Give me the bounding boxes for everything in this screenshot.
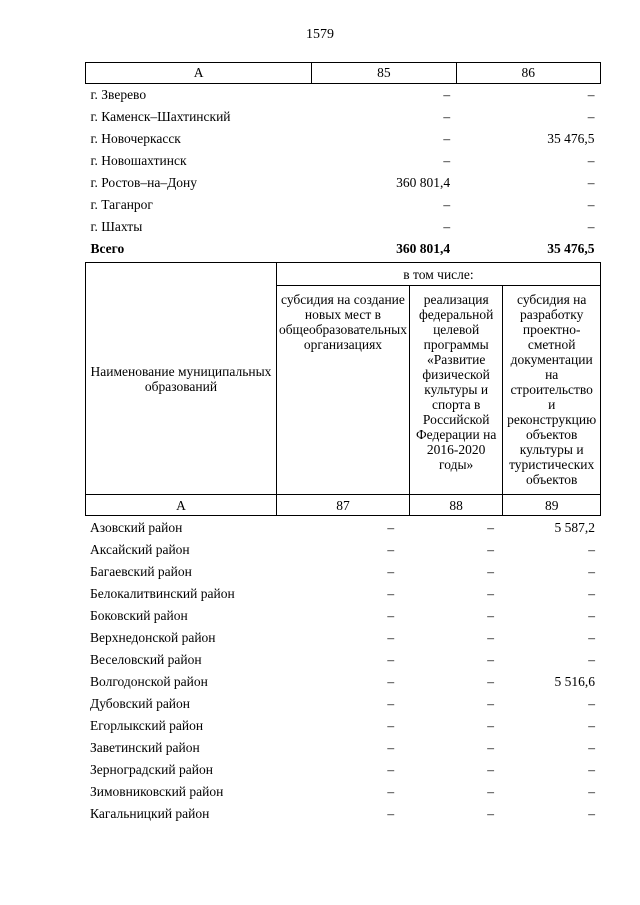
value-85: 360 801,4 <box>396 175 451 190</box>
value-87: – <box>387 784 395 799</box>
row-name: Верхнедонской район <box>90 630 216 645</box>
value-89: 5 587,2 <box>554 520 595 535</box>
row-name: Багаевский район <box>90 564 192 579</box>
header-col-86: 86 <box>456 63 600 84</box>
group-header-row <box>86 263 601 286</box>
table-row <box>85 781 601 803</box>
value-89: – <box>588 696 595 711</box>
table3-body <box>85 517 601 825</box>
table-row <box>86 84 601 107</box>
name-column-header: Наименование муниципальных образований <box>86 263 277 495</box>
value-86: – <box>587 87 595 102</box>
value-87: – <box>387 652 395 667</box>
row-name: г. Новочеркасск <box>90 131 181 146</box>
table-row <box>85 737 601 759</box>
value-87: – <box>387 718 395 733</box>
value-86: – <box>587 153 595 168</box>
row-name: Кагальницкий район <box>90 806 210 821</box>
label-col-89: 89 <box>503 495 601 516</box>
value-87: – <box>387 762 395 777</box>
row-name: Дубовский район <box>90 696 191 711</box>
row-name: Белокалитвинский район <box>90 586 235 601</box>
total-label: Всего <box>90 241 125 256</box>
table-row <box>85 803 601 825</box>
table-row <box>85 671 601 693</box>
value-85: – <box>443 197 451 212</box>
row-name: Азовский район <box>90 520 183 535</box>
value-88: – <box>487 740 494 755</box>
value-88: – <box>487 520 494 535</box>
value-86: – <box>587 175 595 190</box>
column-labels-row <box>86 495 601 516</box>
value-88: – <box>487 564 494 579</box>
table-row <box>85 539 601 561</box>
value-89: – <box>588 630 595 645</box>
row-name: г. Таганрог <box>90 197 153 212</box>
value-88: – <box>487 784 494 799</box>
table-row <box>85 693 601 715</box>
row-name: Веселовский район <box>90 652 202 667</box>
header-col-85: 85 <box>312 63 456 84</box>
value-89: – <box>588 718 595 733</box>
value-88: – <box>487 630 494 645</box>
value-87: – <box>387 608 395 623</box>
value-89: – <box>588 608 595 623</box>
value-86: 35 476,5 <box>547 131 595 146</box>
value-89: – <box>588 740 595 755</box>
value-89: – <box>588 586 595 601</box>
value-89: 5 516,6 <box>554 674 595 689</box>
value-87: – <box>387 586 395 601</box>
table-row <box>85 715 601 737</box>
table-row <box>86 172 601 194</box>
label-col-a: А <box>86 495 277 516</box>
table-row <box>86 128 601 150</box>
value-85: – <box>443 153 451 168</box>
label-col-88: 88 <box>409 495 502 516</box>
table-row <box>85 605 601 627</box>
table-header-87-89 <box>85 262 601 516</box>
row-name: г. Ростов–на–Дону <box>90 175 198 190</box>
table-row <box>85 627 601 649</box>
value-87: – <box>387 542 395 557</box>
value-86: – <box>587 197 595 212</box>
value-87: – <box>387 564 395 579</box>
table-row <box>85 561 601 583</box>
row-name: г. Зверево <box>90 87 147 102</box>
value-85: – <box>443 131 451 146</box>
table-row <box>86 106 601 128</box>
table-header-row <box>86 63 601 84</box>
table-row <box>86 150 601 172</box>
value-87: – <box>387 806 395 821</box>
row-name: Аксайский район <box>90 542 190 557</box>
value-85: – <box>443 87 451 102</box>
header-col-87: субсидия на создание новых мест в общеобразовательных организациях <box>276 286 409 495</box>
page-number: 1579 <box>306 27 334 42</box>
value-88: – <box>487 696 494 711</box>
table-row <box>85 583 601 605</box>
value-88: – <box>487 608 494 623</box>
row-name: г. Шахты <box>90 219 143 234</box>
value-88: – <box>487 652 494 667</box>
row-name: г. Каменск–Шахтинский <box>90 109 231 124</box>
table-districts <box>85 517 601 825</box>
table-columns-85-86 <box>85 62 601 260</box>
value-87: – <box>387 696 395 711</box>
row-name: Зерноградский район <box>90 762 213 777</box>
value-88: – <box>487 674 494 689</box>
table1-body <box>86 84 601 239</box>
value-88: – <box>487 718 494 733</box>
value-88: – <box>487 762 494 777</box>
total-row <box>86 238 601 260</box>
header-col-a: А <box>86 63 312 84</box>
table-row <box>85 759 601 781</box>
value-85: – <box>443 219 451 234</box>
row-name: Егорлыкский район <box>90 718 204 733</box>
header-col-88: реализация федеральной целевой программы «Развитие физической культуры и спорта в Российской Федерации на 2016-2020 годы» <box>409 286 502 495</box>
total-85: 360 801,4 <box>396 241 451 256</box>
value-87: – <box>387 630 395 645</box>
value-86: – <box>587 219 595 234</box>
total-86: 35 476,5 <box>547 241 595 256</box>
group-header: в том числе: <box>276 263 600 286</box>
value-89: – <box>588 806 595 821</box>
row-name: Боковский район <box>90 608 188 623</box>
table-row <box>86 194 601 216</box>
value-89: – <box>588 652 595 667</box>
value-88: – <box>487 806 494 821</box>
value-89: – <box>588 542 595 557</box>
label-col-87: 87 <box>276 495 409 516</box>
header-col-89: субсидия на разработку проектно-сметной документации на строительство и реконструкцию объектов культуры и туристических объектов <box>503 286 601 495</box>
table-row <box>85 517 601 539</box>
table-row <box>86 216 601 238</box>
row-name: Заветинский район <box>90 740 200 755</box>
value-87: – <box>387 520 395 535</box>
row-name: Волгодонской район <box>90 674 208 689</box>
value-87: – <box>387 674 395 689</box>
value-87: – <box>387 740 395 755</box>
value-88: – <box>487 542 494 557</box>
row-name: г. Новошахтинск <box>90 153 187 168</box>
value-86: – <box>587 109 595 124</box>
row-name: Зимовниковский район <box>90 784 224 799</box>
value-89: – <box>588 784 595 799</box>
value-89: – <box>588 762 595 777</box>
table-row <box>85 649 601 671</box>
value-85: – <box>443 109 451 124</box>
value-88: – <box>487 586 494 601</box>
value-89: – <box>588 564 595 579</box>
